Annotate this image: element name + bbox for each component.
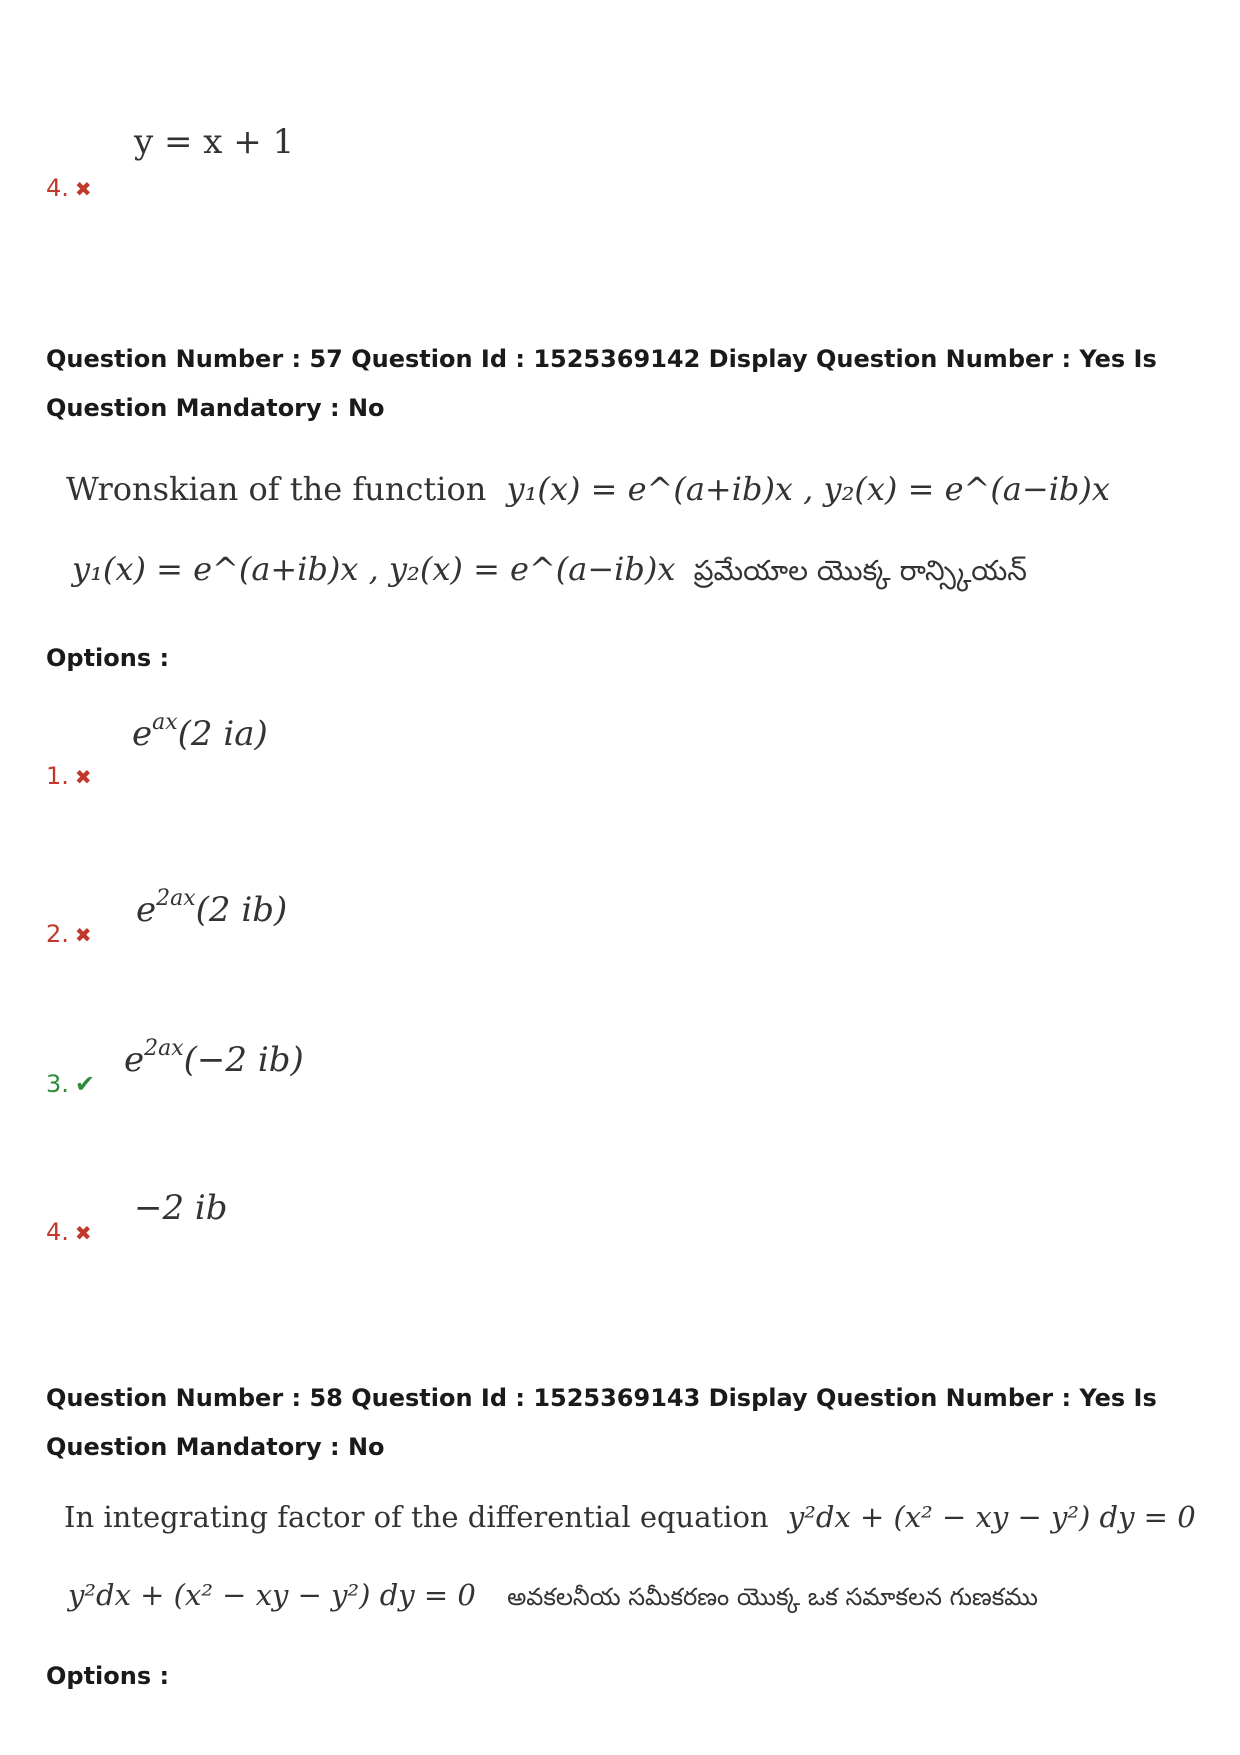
prev-option-4 (46, 174, 92, 202)
q58-english-prefix: In integrating factor of the differential equation (64, 1500, 769, 1534)
q57-option-4 (46, 1218, 92, 1246)
q58-telugu-expression: y²dx + (x² − xy − y²) dy = 0 (68, 1578, 476, 1612)
cross-icon: ✖ (74, 923, 92, 947)
q57-option-4-expression: −2 ib (134, 1188, 228, 1228)
q57-option-2 (46, 920, 92, 948)
check-icon: ✔ (74, 1070, 96, 1098)
option-number: 1. (46, 762, 69, 790)
q57-english-expression: y₁(x) = e^(a+ib)x , y₂(x) = e^(a−ib)x (506, 470, 1110, 508)
cross-icon: ✖ (74, 1221, 92, 1245)
q58-english-line (64, 1500, 1196, 1534)
q57-option-3 (46, 1070, 95, 1098)
q58-english-expression: y²dx + (x² − xy − y²) dy = 0 (787, 1500, 1196, 1534)
q57-option-1-expression: $e^{ax}(2$ ia) (132, 710, 268, 754)
q57-english-prefix: Wronskian of the function (66, 470, 487, 508)
option-number: 4. (46, 174, 69, 202)
option-number: 4. (46, 1218, 69, 1246)
q57-english-line (66, 470, 1110, 508)
q58-header: Question Number : 58 Question Id : 1525369143 Display Question Number : Yes Is Question Mandatory : No (46, 1384, 1157, 1461)
q57-telugu-text: ప్రమేయాల యొక్క రాన్స్కియన్ (693, 554, 1027, 587)
q58-options-label: Options : (46, 1662, 170, 1690)
q58-telugu-line (68, 1578, 1038, 1617)
cross-icon: ✖ (74, 177, 92, 201)
q57-options-label: Options : (46, 644, 170, 672)
prev-option-4-expression: y = x + 1 (134, 122, 295, 162)
q57-telugu-expression: y₁(x) = e^(a+ib)x , y₂(x) = e^(a−ib)x (72, 550, 676, 588)
option-number: 2. (46, 920, 69, 948)
q57-option-2-expression: $e^{2ax}(2$ ib) (136, 886, 288, 930)
q57-telugu-line (72, 550, 1027, 594)
q58-telugu-text: అవకలనీయ సమీకరణం యొక్క ఒక సమాకలన గుణకము (507, 1583, 1038, 1611)
q57-option-3-expression: $e^{2ax}(-2$ ib) (124, 1036, 304, 1080)
q57-header: Question Number : 57 Question Id : 1525369142 Display Question Number : Yes Is Question Mandatory : No (46, 345, 1157, 422)
option-number: 3. (46, 1070, 69, 1098)
q57-option-1 (46, 762, 92, 790)
cross-icon: ✖ (74, 765, 92, 789)
